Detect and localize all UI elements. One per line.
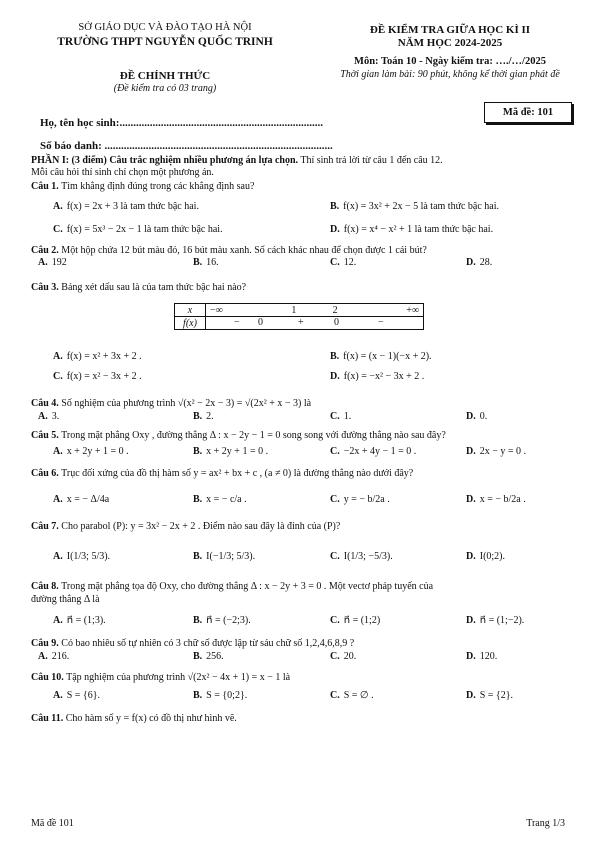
q4-option-d[interactable]: D. 0. <box>466 411 488 422</box>
question-8-cont: đường thẳng Δ là <box>31 594 100 605</box>
time-line: Thời gian làm bài: 90 phút, không kể thời gian phát đề <box>340 69 560 80</box>
footer-exam-code: Mã đề 101 <box>31 818 74 829</box>
q6-option-c[interactable]: C. y = − b/2a . <box>330 494 390 505</box>
pages-note: (Đề kiểm tra có 03 trang) <box>113 83 217 94</box>
question-5: Câu 5. Trong mặt phẳng Oxy , đường thẳng Δ : x − 2y − 1 = 0 song song với đường thẳng nào sau đây? <box>31 430 446 441</box>
question-11: Câu 11. Cho hàm số y = f(x) có đồ thị như hình vẽ. <box>31 713 237 724</box>
q2-option-d[interactable]: D. 28. <box>466 257 493 268</box>
q1-option-a[interactable]: A. f(x) = 2x + 3 là tam thức bậc hai. <box>53 201 199 212</box>
sign-table-row-fx <box>175 317 424 330</box>
footer-page-number: Trang 1/3 <box>526 818 565 829</box>
subject-line: Môn: Toán 10 - Ngày kiểm tra: …./…/2025 <box>354 56 546 67</box>
question-9: Câu 9. Có bao nhiêu số tự nhiên có 3 chữ số được lập từ sáu chữ số 1,2,4,6,8,9 ? <box>31 638 355 649</box>
q7-option-c[interactable]: C. I(1/3; −5/3). <box>330 551 393 562</box>
sign-x-label: x <box>175 304 206 317</box>
sign-fx-3: + <box>298 317 304 328</box>
q10-option-c[interactable]: C. S = ∅ . <box>330 690 374 701</box>
q10-option-d[interactable]: D. S = {2}. <box>466 690 514 701</box>
sign-fx-2: 0 <box>258 317 263 328</box>
q3-option-a[interactable]: A. f(x) = x² + 3x + 2 . <box>53 351 142 362</box>
q1-option-c[interactable]: C. f(x) = 5x³ − 2x − 1 là tam thức bậc hai. <box>53 224 223 235</box>
q10-option-a[interactable]: A. S = {6}. <box>53 690 101 701</box>
sign-x-1: 1 <box>273 304 314 317</box>
q2-option-a[interactable]: A. 192 <box>38 257 67 268</box>
q7-option-a[interactable]: A. I(1/3; 5/3). <box>53 551 111 562</box>
q3-option-b[interactable]: B. f(x) = (x − 1)(−x + 2). <box>330 351 432 362</box>
q4-option-a[interactable]: A. 3. <box>38 411 60 422</box>
q2-option-c[interactable]: C. 12. <box>330 257 357 268</box>
q9-option-a[interactable]: A. 216. <box>38 651 70 662</box>
q7-option-d[interactable]: D. I(0;2). <box>466 551 506 562</box>
exam-title: ĐỀ KIỂM TRA GIỮA HỌC KÌ II <box>369 24 531 36</box>
q1-option-b[interactable]: B. f(x) = 3x² + 2x − 5 là tam thức bậc hai. <box>330 201 500 212</box>
sign-fx-5: − <box>378 317 384 328</box>
q5-option-b[interactable]: B. x + 2y + 1 = 0 . <box>193 446 269 457</box>
q2-option-b[interactable]: B. 16. <box>193 257 219 268</box>
school-year: NĂM HỌC 2024-2025 <box>397 37 503 49</box>
exam-code-box: Mã đề: 101 <box>484 102 572 123</box>
question-2: Câu 2. Một hộp chứa 12 bút màu đỏ, 16 bút màu xanh. Số cách khác nhau để chọn được 1 cái bút? <box>31 245 427 256</box>
q8-option-d[interactable]: D. n⃗ = (1;−2). <box>466 615 525 626</box>
sign-fx-label: f(x) <box>175 317 206 330</box>
q9-option-c[interactable]: C. 20. <box>330 651 357 662</box>
question-3: Câu 3. Bảng xét dấu sau là của tam thức bậc hai nào? <box>31 282 247 293</box>
department-name: SỞ GIÁO DỤC VÀ ĐÀO TẠO HÀ NỘI <box>78 22 252 33</box>
sign-x-neg-inf: −∞ <box>206 304 274 317</box>
sign-fx-1: − <box>234 317 240 328</box>
sign-table <box>174 303 424 330</box>
q4-option-b[interactable]: B. 2. <box>193 411 214 422</box>
question-7: Câu 7. Cho parabol (P): y = 3x² − 2x + 2 . Điểm nào sau đây là đỉnh của (P)? <box>31 521 341 532</box>
q8-option-c[interactable]: C. n⃗ = (1;2) <box>330 615 381 626</box>
sign-table-row-x <box>175 304 424 317</box>
q8-option-a[interactable]: A. n⃗ = (1;3). <box>53 615 106 626</box>
q3-option-c[interactable]: C. f(x) = x² − 3x + 2 . <box>53 371 142 382</box>
student-name-field: Họ, tên học sinh:.......................................................................... <box>40 117 323 129</box>
q6-option-a[interactable]: A. x = − Δ/4a <box>53 494 110 505</box>
question-8: Câu 8. Trong mặt phẳng tọa độ Oxy, cho đường thẳng Δ : x − 2y + 3 = 0 . Một vectơ pháp tuyến của <box>31 581 434 592</box>
question-6: Câu 6. Trục đối xứng của đồ thị hàm số y = ax² + bx + c , (a ≠ 0) là đường thẳng nào dưới đây? <box>31 468 414 479</box>
part1-heading: PHẦN I: (3 điểm) Câu trắc nghiệm nhiều phương án lựa chọn. Thí sinh trả lời từ câu 1 đến câu 12. <box>31 155 443 166</box>
sign-x-2: 2 <box>314 304 355 317</box>
part1-instruction: Mỗi câu hỏi thí sinh chỉ chọn một phương án. <box>31 167 214 178</box>
question-10: Câu 10. Tập nghiệm của phương trình √(2x² − 4x + 1) = x − 1 là <box>31 672 291 683</box>
q7-option-b[interactable]: B. I(−1/3; 5/3). <box>193 551 256 562</box>
student-id-field: Số báo danh: ................................................................................... <box>40 140 333 152</box>
official-label: ĐỀ CHÍNH THỨC <box>119 70 211 82</box>
q4-option-c[interactable]: C. 1. <box>330 411 352 422</box>
question-4: Câu 4. Số nghiệm của phương trình √(x² − 2x − 3) = √(2x² + x − 3) là <box>31 398 312 409</box>
q5-option-c[interactable]: C. −2x + 4y − 1 = 0 . <box>330 446 417 457</box>
q3-option-d[interactable]: D. f(x) = −x² − 3x + 2 . <box>330 371 425 382</box>
q10-option-b[interactable]: B. S = {0;2}. <box>193 690 248 701</box>
q9-option-b[interactable]: B. 256. <box>193 651 224 662</box>
q8-option-b[interactable]: B. n⃗ = (−2;3). <box>193 615 251 626</box>
q5-option-a[interactable]: A. x + 2y + 1 = 0 . <box>53 446 129 457</box>
school-name: TRƯỜNG THPT NGUYỄN QUỐC TRINH <box>57 36 273 48</box>
q6-option-d[interactable]: D. x = − b/2a . <box>466 494 526 505</box>
sign-fx-4: 0 <box>334 317 339 328</box>
q5-option-d[interactable]: D. 2x − y = 0 . <box>466 446 527 457</box>
question-1: Câu 1. Tìm khẳng định đúng trong các khẳng định sau? <box>31 181 255 192</box>
q1-option-d[interactable]: D. f(x) = x⁴ − x² + 1 là tam thức bậc hai. <box>330 224 494 235</box>
q9-option-d[interactable]: D. 120. <box>466 651 498 662</box>
sign-x-pos-inf: +∞ <box>356 304 424 317</box>
q6-option-b[interactable]: B. x = − c/a . <box>193 494 247 505</box>
